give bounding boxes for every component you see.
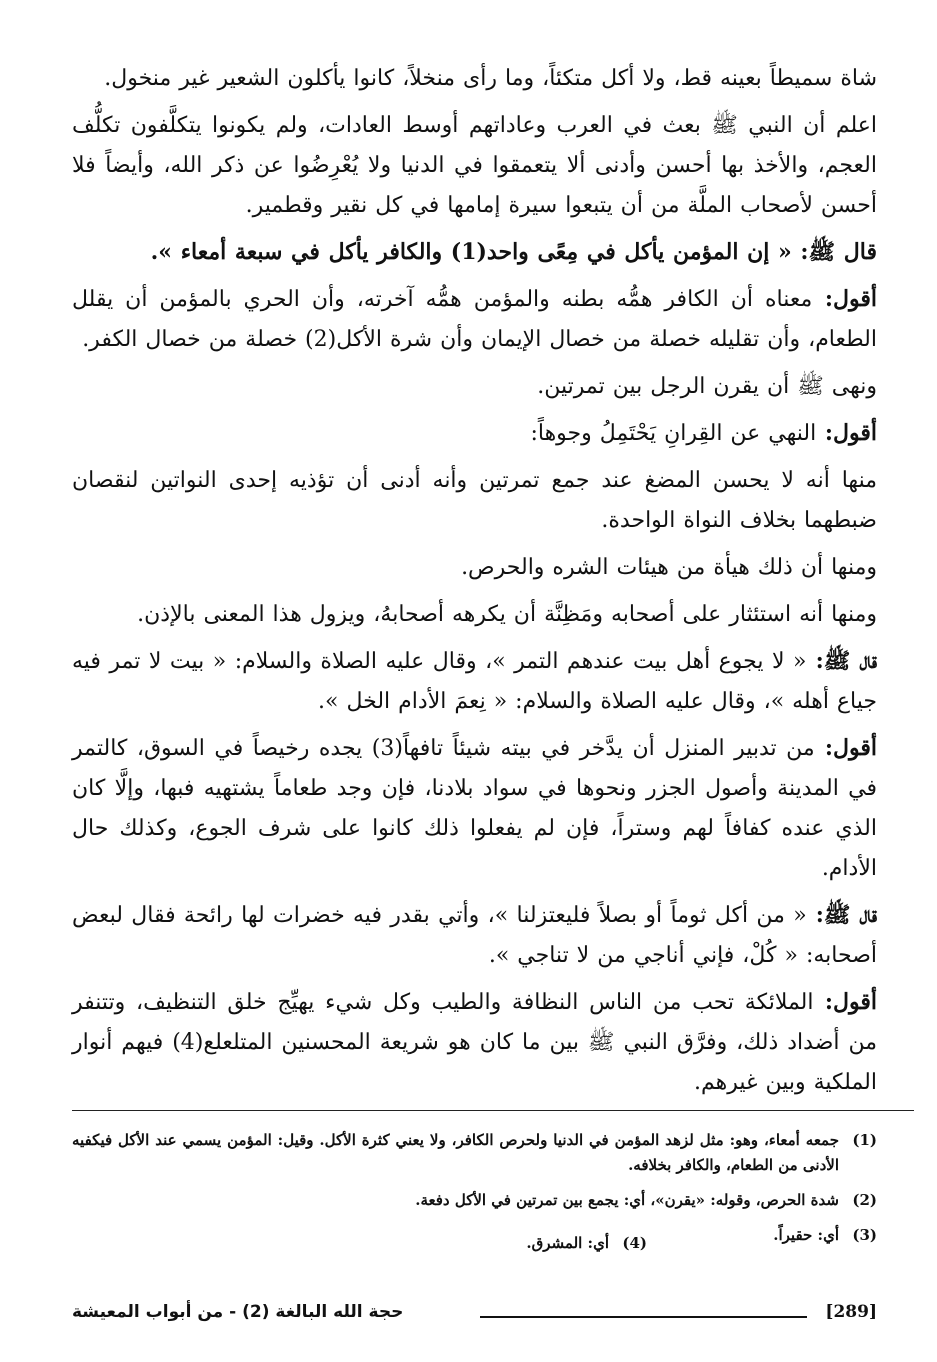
paragraph-text: « من أكل ثوماً أو بصلاً فليعتزلنا »، وأتي بقدر فيه خضرات لها رائحة فقال لبعض أصحابه: « كُلْ، فإني أناجي من لا تناجي ». (72, 903, 877, 968)
footnote-number: (2) (852, 1191, 877, 1209)
paragraph (72, 105, 877, 226)
paragraph (72, 413, 877, 454)
paragraph (72, 594, 877, 635)
paragraph-text: الملائكة تحب من الناس النظافة والطيب وكل شيء يهيِّج خلق التنظيف، وتتنفر من أضداد ذلك، وفرَّق النبي ﷺ بين ما كان هو شريعة المحسنين المتلعلع(4) فيهم أنوار الملكية وبين غيرهم. (72, 990, 878, 1095)
footnote-text: شدة الحرص، وقوله: «يقرن»، أي: يجمع بين تمرتين في الأكل دفعة. (415, 1191, 839, 1209)
footnote-text: أي: حقيراً. (773, 1226, 839, 1244)
paragraph (72, 895, 877, 976)
paragraph-text: ومنها أنه استئثار على أصحابه ومَظِنَّة أن يكرهه أصحابهُ، ويزول هذا المعنى بالإذن. (137, 602, 877, 627)
paragraph-text: ونهى ﷺ أن يقرن الرجل بين تمرتين. (537, 374, 877, 399)
footnote (72, 1188, 877, 1213)
footnotes (72, 1128, 877, 1266)
paragraph-text: ومنها أن ذلك هيأة من هيئات الشره والحرص. (461, 555, 877, 580)
paragraph-text: النهي عن القِرانِ يَحْتَمِلُ وجوهاً: (530, 421, 817, 446)
paragraph-lead: أقول: (813, 989, 877, 1015)
footnote-text: أي: المشرق. (526, 1234, 609, 1252)
footnote-number: (1) (852, 1131, 877, 1149)
paragraph (72, 279, 877, 360)
page-footer (72, 1302, 877, 1332)
footnote-row (72, 1223, 877, 1266)
paragraph (72, 58, 877, 99)
hadith-quote: « إن المؤمن يأكل في مِعًى واحد(1) والكافر يأكل في سبعة أمعاء ». (150, 239, 792, 265)
paragraph (72, 366, 877, 407)
paragraph-lead: قال ﷺ: (806, 902, 877, 928)
footnote (397, 1231, 647, 1256)
footnote-number: (4) (622, 1234, 647, 1252)
paragraph (72, 641, 877, 722)
paragraph-text: معناه أن الكافر همُّه بطنه والمؤمن همُّه آخرته، وأن الحري بالمؤمن أن يقلل الطعام، وأن تقليله خصلة من خصال الإيمان وأن شرة الأكل(2) خصلة من خصال الكفر. (72, 287, 877, 352)
paragraph (72, 460, 877, 541)
paragraph-lead: أقول: (814, 735, 877, 761)
paragraph-text: من تدبير المنزل أن يدَّخر في بيته شيئاً تافهاً(3) يجده رخيصاً في السوق، كالتمر في المدينة وأصول الجزر ونحوها في سواد بلادنا، فإن وجد طعاماً يشتهيه فبها، وإلَّا كان الذي عنده كفافاً لهم وستراً، فإن لم يفعلوا ذلك كانوا على شرف الجوع، وكذلك حال الأدام. (72, 736, 877, 881)
footnote-separator (72, 1110, 914, 1111)
footnote (72, 1128, 877, 1178)
paragraph (72, 982, 877, 1103)
paragraph-text: « لا يجوع أهل بيت عندهم التمر »، وقال عليه الصلاة والسلام: « بيت لا تمر فيه جياع أهله »، وقال عليه الصلاة والسلام: « نِعمَ الأدام الخل ». (72, 649, 877, 714)
paragraph (72, 728, 877, 889)
main-text (72, 58, 877, 1109)
paragraph-text: اعلم أن النبي ﷺ بعث في العرب وعاداتهم أوسط العادات، ولم يكونوا يتكلَّفون تكلُّف العجم، والأخذ بها أحسن وأدنى ألا يتعمقوا في الدنيا ولا يُعْرِضُوا عن ذكر الله، وأيضاً فلا أحسن لأصحاب الملَّة من أن يتبعوا سيرة إمامها في كل نقير وقطمير. (72, 113, 877, 218)
book-title: حجة الله البالغة (2) - من أبواب المعيشة (72, 1302, 404, 1322)
paragraph-lead: قال ﷺ: (806, 648, 877, 674)
paragraph-lead: أقول: (812, 286, 877, 312)
footnote-text: جمعه أمعاء، وهو: مثل لزهد المؤمن في الدنيا ولحرص الكافر، ولا يعني كثرة الأكل. وقيل: المؤمن يسمي عند الأكل فيكفيه الأدنى من الطعام، والكافر بخلافه. (72, 1131, 839, 1174)
paragraph-text: منها أنه لا يحسن المضغ عند جمع تمرتين وأنه أدنى أن تؤذيه إحدى النواتين لنقصان ضبطهما بخلاف النواة الواحدة. (72, 468, 877, 533)
paragraph (72, 232, 877, 273)
paragraph-lead: قال ﷺ: (791, 239, 877, 265)
page-number: [289] (825, 1302, 877, 1322)
paragraph (72, 547, 877, 588)
paragraph-lead: أقول: (816, 420, 877, 446)
footnote (647, 1223, 877, 1248)
footer-rule (480, 1316, 807, 1318)
footnote-number: (3) (852, 1226, 877, 1244)
paragraph-text: شاة سميطاً بعينه قط، ولا أكل متكئاً، وما رأى منخلاً، كانوا يأكلون الشعير غير منخول. (104, 66, 877, 91)
